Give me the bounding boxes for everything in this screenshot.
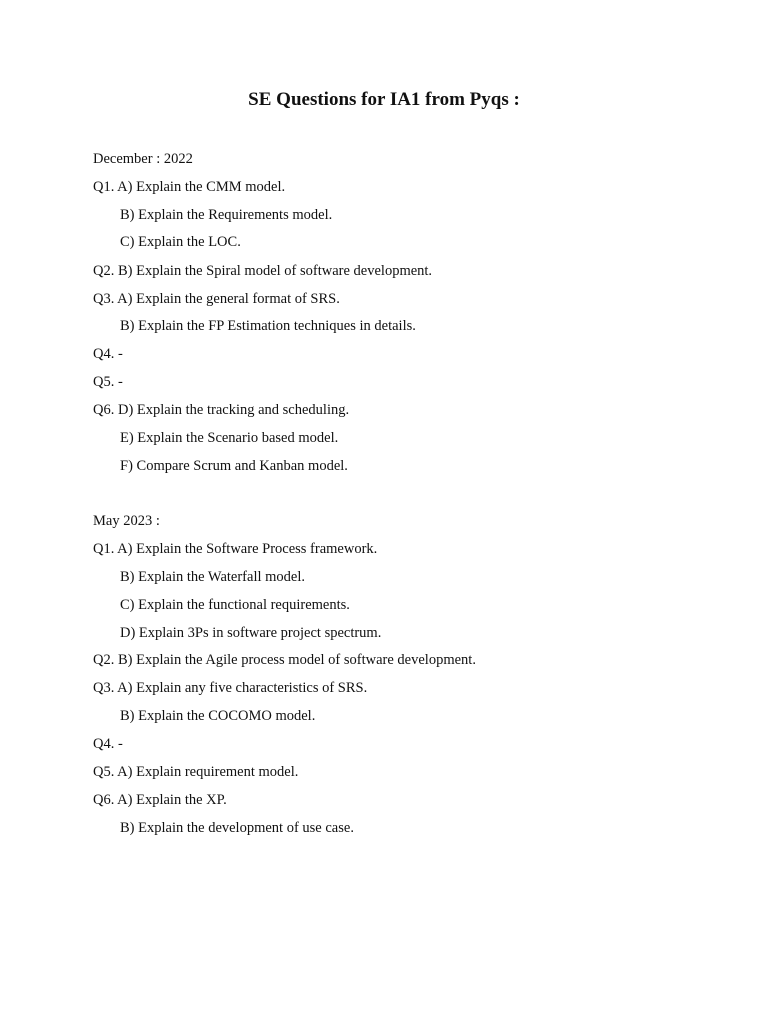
question-subpart-line: B) Explain the COCOMO model. bbox=[120, 708, 316, 724]
question-line: Q6. D) Explain the tracking and scheduling. bbox=[93, 402, 350, 418]
question-subpart-line: B) Explain the FP Estimation techniques in details. bbox=[120, 318, 416, 334]
question-line: Q1. A) Explain the CMM model. bbox=[93, 179, 286, 195]
question-line: Q6. A) Explain the XP. bbox=[93, 792, 227, 808]
question-line: Q4. - bbox=[93, 346, 123, 362]
question-line: Q3. A) Explain any five characteristics of SRS. bbox=[93, 680, 368, 696]
question-subpart-line: F) Compare Scrum and Kanban model. bbox=[120, 458, 348, 474]
question-line: Q1. A) Explain the Software Process framework. bbox=[93, 541, 378, 557]
question-subpart-line: E) Explain the Scenario based model. bbox=[120, 430, 339, 446]
question-line: Q3. A) Explain the general format of SRS. bbox=[93, 291, 340, 307]
document-title: SE Questions for IA1 from Pyqs : bbox=[248, 89, 520, 110]
section-heading-december-2022: December : 2022 bbox=[93, 151, 193, 167]
question-subpart-line: B) Explain the development of use case. bbox=[120, 820, 354, 836]
question-subpart-line: B) Explain the Requirements model. bbox=[120, 207, 333, 223]
section-heading-may-2023: May 2023 : bbox=[93, 513, 160, 529]
question-subpart-line: C) Explain the LOC. bbox=[120, 234, 241, 250]
question-line: Q2. B) Explain the Agile process model of software development. bbox=[93, 652, 476, 668]
question-subpart-line: B) Explain the Waterfall model. bbox=[120, 569, 305, 585]
question-line: Q5. A) Explain requirement model. bbox=[93, 764, 299, 780]
question-subpart-line: D) Explain 3Ps in software project spectrum. bbox=[120, 625, 382, 641]
question-line: Q2. B) Explain the Spiral model of software development. bbox=[93, 263, 433, 279]
question-line: Q5. - bbox=[93, 374, 123, 390]
question-subpart-line: C) Explain the functional requirements. bbox=[120, 597, 350, 613]
question-line: Q4. - bbox=[93, 736, 123, 752]
